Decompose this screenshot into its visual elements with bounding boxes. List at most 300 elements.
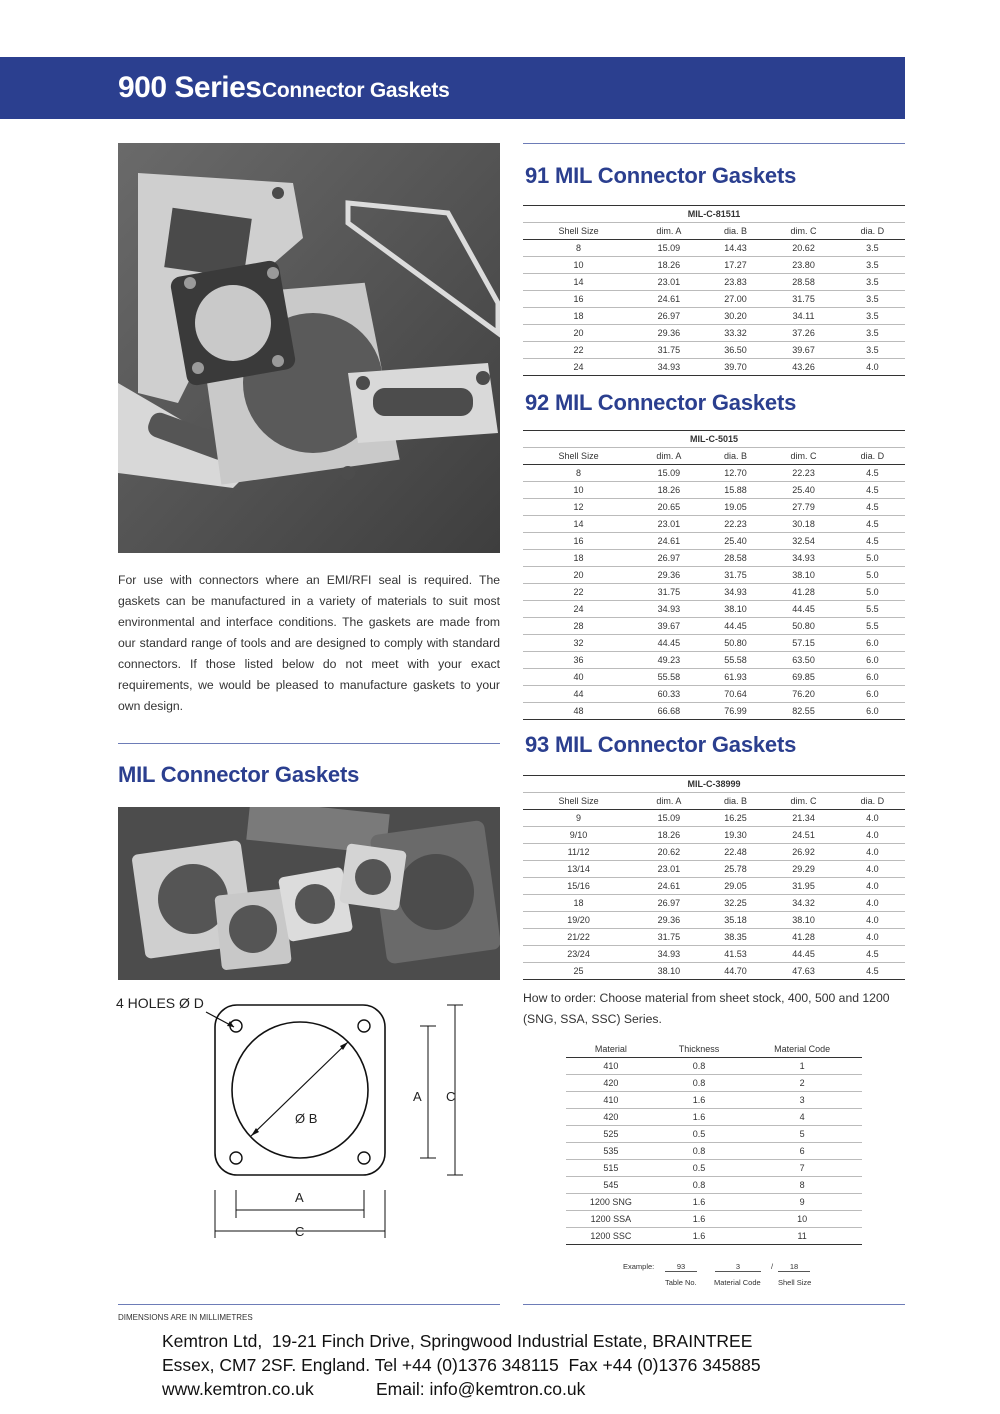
table-cell: 15.88 — [704, 482, 768, 499]
table-cell: 9/10 — [523, 827, 634, 844]
table-row — [523, 827, 905, 844]
table-cell: 69.85 — [767, 669, 839, 686]
table-cell: 25.40 — [767, 482, 839, 499]
table-cell: 38.10 — [634, 963, 703, 980]
table-cell: 26.97 — [634, 550, 703, 567]
table-row — [566, 1109, 862, 1126]
table-cell: 1 — [742, 1058, 862, 1075]
table-row — [523, 359, 905, 376]
dimensions-note: DIMENSIONS ARE IN MILLIMETRES — [118, 1313, 253, 1322]
table-cell: 44.45 — [634, 635, 703, 652]
table-cell: 29.36 — [634, 912, 703, 929]
table-row — [566, 1143, 862, 1160]
table-cell: 41.28 — [767, 929, 839, 946]
series-title: 900 Series — [118, 71, 262, 104]
table-cell: 6.0 — [840, 635, 905, 652]
table-cell: 49.23 — [634, 652, 703, 669]
table-cell: 82.55 — [767, 703, 839, 720]
table-91 — [523, 205, 905, 376]
table-cell: 36 — [523, 652, 634, 669]
table-cell: 23.01 — [634, 861, 703, 878]
table-cell: 14 — [523, 274, 634, 291]
table-cell: 25.78 — [704, 861, 768, 878]
intro-paragraph: For use with connectors where an EMI/RFI seal is required. The gaskets can be manufactured in a variety of materials to suit most environmental and interface conditions. The gaskets are made from our standard range of tools and are designed to comply with standard connectors. If those listed below do not meet with your exact requirements, we would be pleased to manufacture gaskets to your own design. — [118, 573, 500, 713]
table-cell: 47.63 — [767, 963, 839, 980]
table-cell: 30.18 — [767, 516, 839, 533]
table-row — [523, 274, 905, 291]
dim-a-label: A — [413, 1089, 422, 1104]
column-header: dim. C — [767, 448, 839, 465]
column-header: Material Code — [742, 1041, 862, 1058]
table-cell: 18.26 — [634, 827, 703, 844]
table-cell: 18 — [523, 308, 634, 325]
table-cell: 21.34 — [767, 810, 839, 827]
table-cell: 20.65 — [634, 499, 703, 516]
caption-table-no: Table No. — [665, 1278, 697, 1287]
table-cell: 28.58 — [704, 550, 768, 567]
table-cell: 4.0 — [840, 878, 905, 895]
footer-address-line2: Essex, CM7 2SF. England. Tel +44 (0)1376 348115 Fax +44 (0)1376 345885 — [162, 1355, 761, 1375]
table-row — [523, 878, 905, 895]
table-cell: 44 — [523, 686, 634, 703]
table-cell: 3.5 — [840, 257, 905, 274]
table-cell: 4.5 — [840, 516, 905, 533]
table-cell: 50.80 — [704, 635, 768, 652]
table-cell: 31.75 — [634, 584, 703, 601]
table-cell: 410 — [566, 1092, 656, 1109]
table-cell: 0.8 — [656, 1058, 743, 1075]
table-93 — [523, 775, 905, 980]
example-material-code: 3 — [715, 1262, 761, 1272]
table-cell: 24.61 — [634, 533, 703, 550]
table-cell: 66.68 — [634, 703, 703, 720]
table-cell: 420 — [566, 1109, 656, 1126]
table-row — [523, 810, 905, 827]
table-cell: 28 — [523, 618, 634, 635]
table-cell: 33.32 — [704, 325, 768, 342]
table-row — [523, 652, 905, 669]
table-cell: 3 — [742, 1092, 862, 1109]
table-cell: 22.48 — [704, 844, 768, 861]
table-cell: 29.36 — [634, 325, 703, 342]
table-cell: 26.92 — [767, 844, 839, 861]
materials-table — [566, 1041, 862, 1245]
column-header: dia. B — [704, 223, 768, 240]
table-cell: 0.8 — [656, 1075, 743, 1092]
table-cell: 30.20 — [704, 308, 768, 325]
table-cell: 5.5 — [840, 618, 905, 635]
table-cell: 5.0 — [840, 584, 905, 601]
table-cell: 5.0 — [840, 550, 905, 567]
table-cell: 15.09 — [634, 810, 703, 827]
table-cell: 39.67 — [634, 618, 703, 635]
table-row — [523, 929, 905, 946]
table-cell: 19.30 — [704, 827, 768, 844]
table-cell: 22 — [523, 584, 634, 601]
table-cell: 38.35 — [704, 929, 768, 946]
table-cell: 57.15 — [767, 635, 839, 652]
table-cell: 31.75 — [634, 342, 703, 359]
table-cell: 545 — [566, 1177, 656, 1194]
table-cell: 14 — [523, 516, 634, 533]
table-cell: 5 — [742, 1126, 862, 1143]
table-cell: 11 — [742, 1228, 862, 1245]
table-cell: 3.5 — [840, 240, 905, 257]
table-cell: 4.0 — [840, 895, 905, 912]
table-cell: 27.79 — [767, 499, 839, 516]
table-cell: 31.75 — [634, 929, 703, 946]
table-91-title: 91 MIL Connector Gaskets — [525, 163, 797, 188]
table-cell: 29.36 — [634, 567, 703, 584]
table-row — [523, 861, 905, 878]
table-cell: 18.26 — [634, 482, 703, 499]
table-cell: 0.5 — [656, 1160, 743, 1177]
table-cell: 4.5 — [840, 533, 905, 550]
table-cell: 24.51 — [767, 827, 839, 844]
table-cell: 9 — [742, 1194, 862, 1211]
table-cell: 37.26 — [767, 325, 839, 342]
table-cell: 23.01 — [634, 516, 703, 533]
column-header: dia. D — [840, 793, 905, 810]
table-cell: 44.45 — [767, 946, 839, 963]
table-cell: 13/14 — [523, 861, 634, 878]
table-cell: 34.93 — [634, 359, 703, 376]
table-cell: 6.0 — [840, 703, 905, 720]
table-cell: 1.6 — [656, 1109, 743, 1126]
table-cell: 2 — [742, 1075, 862, 1092]
table-cell: 12.70 — [704, 465, 768, 482]
table-row — [523, 342, 905, 359]
table-91-standard: MIL-C-81511 — [523, 206, 905, 223]
table-cell: 1.6 — [656, 1194, 743, 1211]
table-cell: 23.83 — [704, 274, 768, 291]
table-cell: 4.0 — [840, 827, 905, 844]
column-header: dim. A — [634, 448, 703, 465]
table-cell: 20 — [523, 325, 634, 342]
table-92-title: 92 MIL Connector Gaskets — [525, 390, 797, 415]
table-cell: 16 — [523, 291, 634, 308]
table-row — [523, 308, 905, 325]
dim-c-label: C — [446, 1089, 456, 1104]
table-cell: 21/22 — [523, 929, 634, 946]
table-cell: 4.5 — [840, 963, 905, 980]
table-row — [523, 465, 905, 482]
example-slash: / — [771, 1262, 774, 1271]
table-cell: 23.80 — [767, 257, 839, 274]
table-row — [566, 1177, 862, 1194]
table-cell: 16 — [523, 533, 634, 550]
table-cell: 1200 SSA — [566, 1211, 656, 1228]
footer-website-link[interactable]: www.kemtron.co.uk — [162, 1379, 314, 1399]
table-cell: 4 — [742, 1109, 862, 1126]
table-cell: 1200 SNG — [566, 1194, 656, 1211]
table-cell: 38.10 — [767, 912, 839, 929]
table-cell: 34.32 — [767, 895, 839, 912]
holes-label: 4 HOLES Ø D — [116, 995, 204, 1011]
table-row — [523, 499, 905, 516]
table-cell: 420 — [566, 1075, 656, 1092]
table-cell: 3.5 — [840, 308, 905, 325]
table-cell: 76.99 — [704, 703, 768, 720]
table-cell: 22.23 — [767, 465, 839, 482]
table-row — [523, 567, 905, 584]
table-cell: 24.61 — [634, 291, 703, 308]
gasket-dimension-diagram — [110, 990, 500, 1250]
footer-address-line1: Kemtron Ltd, 19-21 Finch Drive, Springwood Industrial Estate, BRAINTREE — [162, 1331, 753, 1351]
table-cell: 515 — [566, 1160, 656, 1177]
table-row — [566, 1126, 862, 1143]
table-cell: 29.05 — [704, 878, 768, 895]
column-header: Shell Size — [523, 793, 634, 810]
table-row — [566, 1211, 862, 1228]
table-cell: 18 — [523, 550, 634, 567]
table-row — [566, 1092, 862, 1109]
table-cell: 5.5 — [840, 601, 905, 618]
table-cell: 44.45 — [704, 618, 768, 635]
header-banner — [0, 57, 905, 119]
table-cell: 24.61 — [634, 878, 703, 895]
table-cell: 18 — [523, 895, 634, 912]
table-row — [523, 550, 905, 567]
table-row — [523, 635, 905, 652]
column-header: dia. D — [840, 448, 905, 465]
table-cell: 5.0 — [840, 567, 905, 584]
table-cell: 3.5 — [840, 325, 905, 342]
table-92-standard: MIL-C-5015 — [523, 431, 905, 448]
table-cell: 10 — [523, 257, 634, 274]
table-cell: 63.50 — [767, 652, 839, 669]
table-cell: 24 — [523, 359, 634, 376]
table-row — [523, 291, 905, 308]
table-row — [566, 1075, 862, 1092]
series-subtitle: Connector Gaskets — [262, 79, 450, 102]
example-shell-size: 18 — [778, 1262, 810, 1272]
table-cell: 39.70 — [704, 359, 768, 376]
table-cell: 31.75 — [704, 567, 768, 584]
table-cell: 4.5 — [840, 946, 905, 963]
table-cell: 34.93 — [704, 584, 768, 601]
table-row — [523, 533, 905, 550]
table-cell: 44.70 — [704, 963, 768, 980]
table-row — [523, 618, 905, 635]
column-header: dim. A — [634, 223, 703, 240]
mil-heading: MIL Connector Gaskets — [118, 762, 360, 787]
table-cell: 20.62 — [767, 240, 839, 257]
table-cell: 15.09 — [634, 240, 703, 257]
dia-b-label: Ø B — [295, 1111, 318, 1126]
table-cell: 3.5 — [840, 291, 905, 308]
table-cell: 16.25 — [704, 810, 768, 827]
table-cell: 25 — [523, 963, 634, 980]
table-cell: 34.11 — [767, 308, 839, 325]
table-cell: 8 — [523, 240, 634, 257]
table-row — [523, 482, 905, 499]
table-cell: 4.0 — [840, 359, 905, 376]
table-cell: 50.80 — [767, 618, 839, 635]
table-cell: 7 — [742, 1160, 862, 1177]
table-cell: 38.10 — [767, 567, 839, 584]
example-table-no: 93 — [665, 1262, 697, 1272]
table-row — [566, 1160, 862, 1177]
table-row — [523, 895, 905, 912]
table-cell: 14.43 — [704, 240, 768, 257]
table-cell: 48 — [523, 703, 634, 720]
table-cell: 1200 SSC — [566, 1228, 656, 1245]
table-cell: 34.93 — [634, 946, 703, 963]
table-cell: 38.10 — [704, 601, 768, 618]
table-cell: 32.25 — [704, 895, 768, 912]
gaskets-photo — [118, 143, 500, 553]
table-cell: 70.64 — [704, 686, 768, 703]
table-91-body — [523, 240, 905, 376]
table-cell: 6.0 — [840, 669, 905, 686]
table-cell: 15/16 — [523, 878, 634, 895]
table-cell: 23/24 — [523, 946, 634, 963]
table-cell: 35.18 — [704, 912, 768, 929]
table-cell: 1.6 — [656, 1092, 743, 1109]
table-row — [523, 516, 905, 533]
table-cell: 32.54 — [767, 533, 839, 550]
table-cell: 29.29 — [767, 861, 839, 878]
table-cell: 22 — [523, 342, 634, 359]
table-row — [566, 1228, 862, 1245]
table-93-title: 93 MIL Connector Gaskets — [525, 732, 797, 757]
table-cell: 10 — [523, 482, 634, 499]
table-row — [523, 257, 905, 274]
table-cell: 55.58 — [634, 669, 703, 686]
dim-a-bottom-label: A — [295, 1190, 304, 1205]
table-cell: 19.05 — [704, 499, 768, 516]
table-cell: 4.5 — [840, 482, 905, 499]
table-cell: 1.6 — [656, 1211, 743, 1228]
table-cell: 8 — [742, 1177, 862, 1194]
table-row — [523, 703, 905, 720]
table-cell: 55.58 — [704, 652, 768, 669]
table-row — [523, 912, 905, 929]
table-cell: 32 — [523, 635, 634, 652]
table-cell: 20 — [523, 567, 634, 584]
table-93-standard: MIL-C-38999 — [523, 776, 905, 793]
table-cell: 15.09 — [634, 465, 703, 482]
table-cell: 27.00 — [704, 291, 768, 308]
column-header: dia. B — [704, 793, 768, 810]
column-header: Shell Size — [523, 223, 634, 240]
how-to-order-text: How to order: Choose material from sheet stock, 400, 500 and 1200 (SNG, SSA, SSC) Series. — [523, 991, 890, 1026]
column-header: dia. B — [704, 448, 768, 465]
table-cell: 18.26 — [634, 257, 703, 274]
footer-email-link[interactable]: Email: info@kemtron.co.uk — [376, 1379, 586, 1399]
table-cell: 4.5 — [840, 465, 905, 482]
table-cell: 61.93 — [704, 669, 768, 686]
table-row — [566, 1194, 862, 1211]
table-cell: 410 — [566, 1058, 656, 1075]
table-row — [523, 963, 905, 980]
table-cell: 17.27 — [704, 257, 768, 274]
column-header: dia. D — [840, 223, 905, 240]
table-cell: 3.5 — [840, 274, 905, 291]
table-cell: 36.50 — [704, 342, 768, 359]
table-cell: 41.28 — [767, 584, 839, 601]
table-cell: 76.20 — [767, 686, 839, 703]
table-cell: 19/20 — [523, 912, 634, 929]
caption-shell-size: Shell Size — [778, 1278, 812, 1287]
column-header: dim. C — [767, 223, 839, 240]
table-cell: 3.5 — [840, 342, 905, 359]
mil-gaskets-photo — [118, 807, 500, 980]
table-row — [523, 669, 905, 686]
table-cell: 8 — [523, 465, 634, 482]
table-cell: 9 — [523, 810, 634, 827]
column-header: dim. A — [634, 793, 703, 810]
table-cell: 6.0 — [840, 652, 905, 669]
table-cell: 535 — [566, 1143, 656, 1160]
table-cell: 44.45 — [767, 601, 839, 618]
column-header: dim. C — [767, 793, 839, 810]
table-cell: 31.95 — [767, 878, 839, 895]
table-cell: 4.0 — [840, 861, 905, 878]
table-cell: 23.01 — [634, 274, 703, 291]
table-cell: 12 — [523, 499, 634, 516]
table-92-body — [523, 465, 905, 720]
table-cell: 6 — [742, 1143, 862, 1160]
table-row — [523, 325, 905, 342]
table-cell: 4.0 — [840, 844, 905, 861]
table-cell: 39.67 — [767, 342, 839, 359]
table-cell: 0.8 — [656, 1177, 743, 1194]
table-row — [523, 946, 905, 963]
table-cell: 26.97 — [634, 308, 703, 325]
caption-material-code: Material Code — [714, 1278, 761, 1287]
table-cell: 4.0 — [840, 810, 905, 827]
dim-c-bottom-label: C — [295, 1224, 305, 1239]
table-cell: 4.0 — [840, 929, 905, 946]
table-cell: 6.0 — [840, 686, 905, 703]
divider — [523, 143, 905, 144]
column-header: Material — [566, 1041, 656, 1058]
table-row — [523, 584, 905, 601]
table-93-body — [523, 810, 905, 980]
table-cell: 11/12 — [523, 844, 634, 861]
divider — [118, 1304, 500, 1305]
table-cell: 26.97 — [634, 895, 703, 912]
table-row — [523, 844, 905, 861]
table-cell: 28.58 — [767, 274, 839, 291]
table-cell: 43.26 — [767, 359, 839, 376]
table-92 — [523, 430, 905, 720]
materials-body — [566, 1058, 862, 1245]
table-cell: 25.40 — [704, 533, 768, 550]
table-row — [566, 1058, 862, 1075]
table-cell: 0.8 — [656, 1143, 743, 1160]
table-row — [523, 601, 905, 618]
table-cell: 4.5 — [840, 499, 905, 516]
column-header: Thickness — [656, 1041, 743, 1058]
table-cell: 22.23 — [704, 516, 768, 533]
table-cell: 20.62 — [634, 844, 703, 861]
table-cell: 40 — [523, 669, 634, 686]
table-cell: 525 — [566, 1126, 656, 1143]
table-cell: 1.6 — [656, 1228, 743, 1245]
example-label: Example: — [623, 1262, 655, 1271]
divider — [118, 743, 500, 744]
table-cell: 0.5 — [656, 1126, 743, 1143]
divider — [523, 1304, 905, 1305]
table-row — [523, 240, 905, 257]
table-cell: 4.0 — [840, 912, 905, 929]
column-header: Shell Size — [523, 448, 634, 465]
table-cell: 31.75 — [767, 291, 839, 308]
table-cell: 60.33 — [634, 686, 703, 703]
